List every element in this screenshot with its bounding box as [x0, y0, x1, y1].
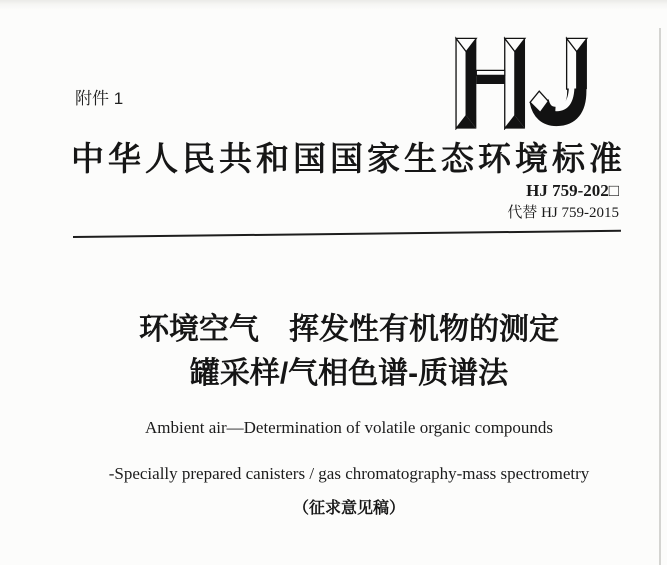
header-divider-rule [73, 230, 621, 238]
document-title-cn-line2: 罐采样/气相色谱-质谱法 [189, 357, 509, 390]
document-title-en-line1: Ambient air—Determination of volatile organic compounds [144, 418, 554, 437]
document-title-cn-line1: 环境空气 挥发性有机物的测定 [139, 313, 559, 346]
standard-number: HJ 759-202□ [526, 181, 619, 200]
draft-status-note: （征求意见稿） [292, 500, 405, 517]
scan-edge-top [0, 0, 667, 10]
standard-authority-title: 中华人民共和国国家生态环境标准 [71, 142, 626, 178]
document-title-en-line2: -Specially prepared canisters / gas chromatography-mass spectrometry [108, 464, 590, 483]
attachment-label: 附件 1 [75, 89, 124, 108]
hj-logo-icon [453, 34, 592, 130]
scan-edge-right [659, 28, 661, 565]
standard-replaces-note: 代替 HJ 759-2015 [507, 205, 619, 221]
